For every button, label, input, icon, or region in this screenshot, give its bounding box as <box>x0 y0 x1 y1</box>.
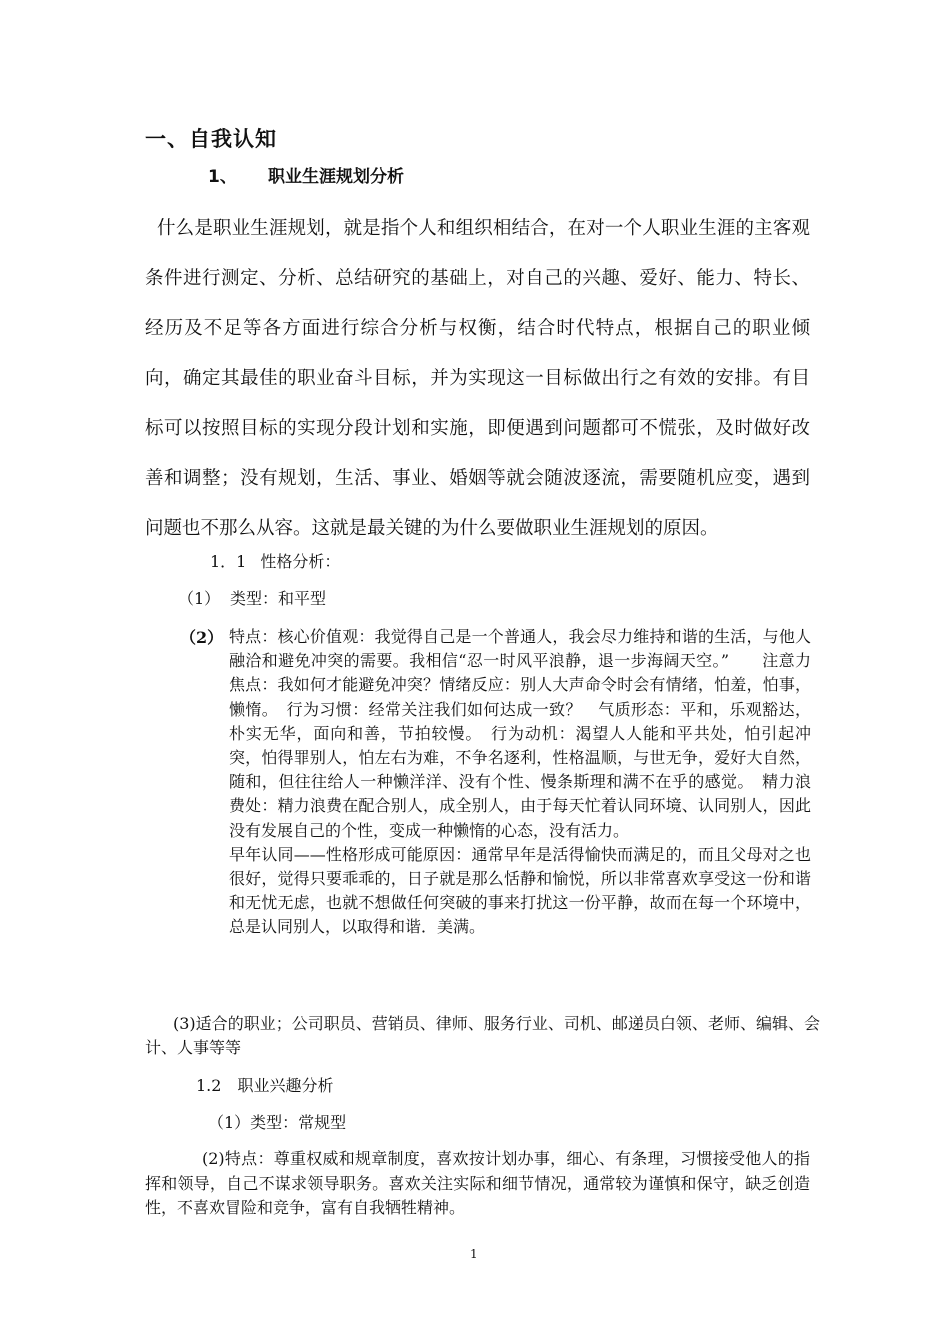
section-1-2-heading <box>196 1073 333 1096</box>
interest-traits-item: (2)特点：尊重权威和规章制度，喜欢按计划办事，细心、有条理，习惯接受他人的指挥和领导，自己不谋求领导职务。喜欢关注实际和细节情况，通常较为谨慎和保守，缺乏创造性，不喜欢冒险和竞争，富有自我牺牲精神。 <box>145 1149 810 1217</box>
item2-number: （2） <box>180 628 224 647</box>
section-1-1-title: 性格分析： <box>260 552 341 571</box>
page-number: 1 <box>470 1247 478 1261</box>
suitable-careers-item: (3)适合的职业；公司职员、营销员、律师、服务行业、司机、邮递员白领、老师、编辑、会计、人事等等 <box>145 1014 820 1057</box>
heading2-title: 职业生涯规划分析 <box>268 167 404 187</box>
section-1-1-number: 1．1 <box>210 552 247 571</box>
section-1-1-heading <box>210 549 340 572</box>
personality-type-item <box>178 586 326 609</box>
intro-paragraph: 什么是职业生涯规划，就是指个人和组织相结合，在对一个人职业生涯的主客观条件进行测定、分析、总结研究的基础上，对自己的兴趣、爱好、能力、特长、经历及不足等各方面进行综合分析与权衡，结合时代特点，根据自己的职业倾向，确定其最佳的职业奋斗目标，并为实现这一目标做出行之有效的安排。有目标可以按照目标的实现分段计划和实施，即便遇到问题都可不慌张，及时做好改善和调整；没有规划，生活、事业、婚姻等就会随波逐流，需要随机应变，遇到问题也不那么从容。这就是最关键的为什么要做职业生涯规划的原因。 <box>145 218 810 539</box>
item1-text: 类型：和平型 <box>230 589 327 608</box>
item1-number: （1） <box>178 589 221 608</box>
section-1-2-title: 职业兴趣分析 <box>237 1076 334 1095</box>
item2-text: 特点：核心价值观：我觉得自己是一个普通人，我会尽力维持和谐的生活，与他人融洽和避免冲突的需要。我相信“忍一时风平浪静，退一步海阔天空。” 注意力焦点：我如何才能避免冲突？情绪反应：别人大声命令时会有情绪，怕羞，怕事，懒惰。 行为习惯：经常关注我们如何达成一致？ 气质形态：平和，乐观豁达，朴实无华，面向和善，节拍较慢。 行为动机：渴望人人能和平共处，怕引起冲突，怕得罪别人，怕左右为难，不争名逐利，性格温顺，与世无争，爱好大自然，随和，但往往给人一种懒洋洋、没有个性、慢条斯理和满不在乎的感觉。 精力浪费处：精力浪费在配合别人，成全别人，由于每天忙着认同环境、认同别人，因此没有发展自己的个性，变成一种懒惰的心态，没有活力。 <box>229 627 811 840</box>
item2-text-early-identity: 早年认同——性格形成可能原因：通常早年是活得愉快而满足的，而且父母对之也很好，觉得只要乖乖的，日子就是那么恬静和愉悦，所以非常喜欢享受这一份和谐和无忧无虑，也就不想做任何突破的事来打扰这一份平静，故而在每一个环境中，总是认同别人，以取得和谐．美满。 <box>229 844 811 937</box>
heading-career-planning <box>208 162 404 187</box>
heading2-number: 1、 <box>208 167 237 187</box>
heading-self-cognition: 一、自我认知 <box>145 127 277 151</box>
section-1-2-number: 1.2 <box>196 1076 222 1095</box>
interest-type-item: （1）类型：常规型 <box>208 1113 347 1132</box>
personality-traits-item <box>229 625 811 940</box>
